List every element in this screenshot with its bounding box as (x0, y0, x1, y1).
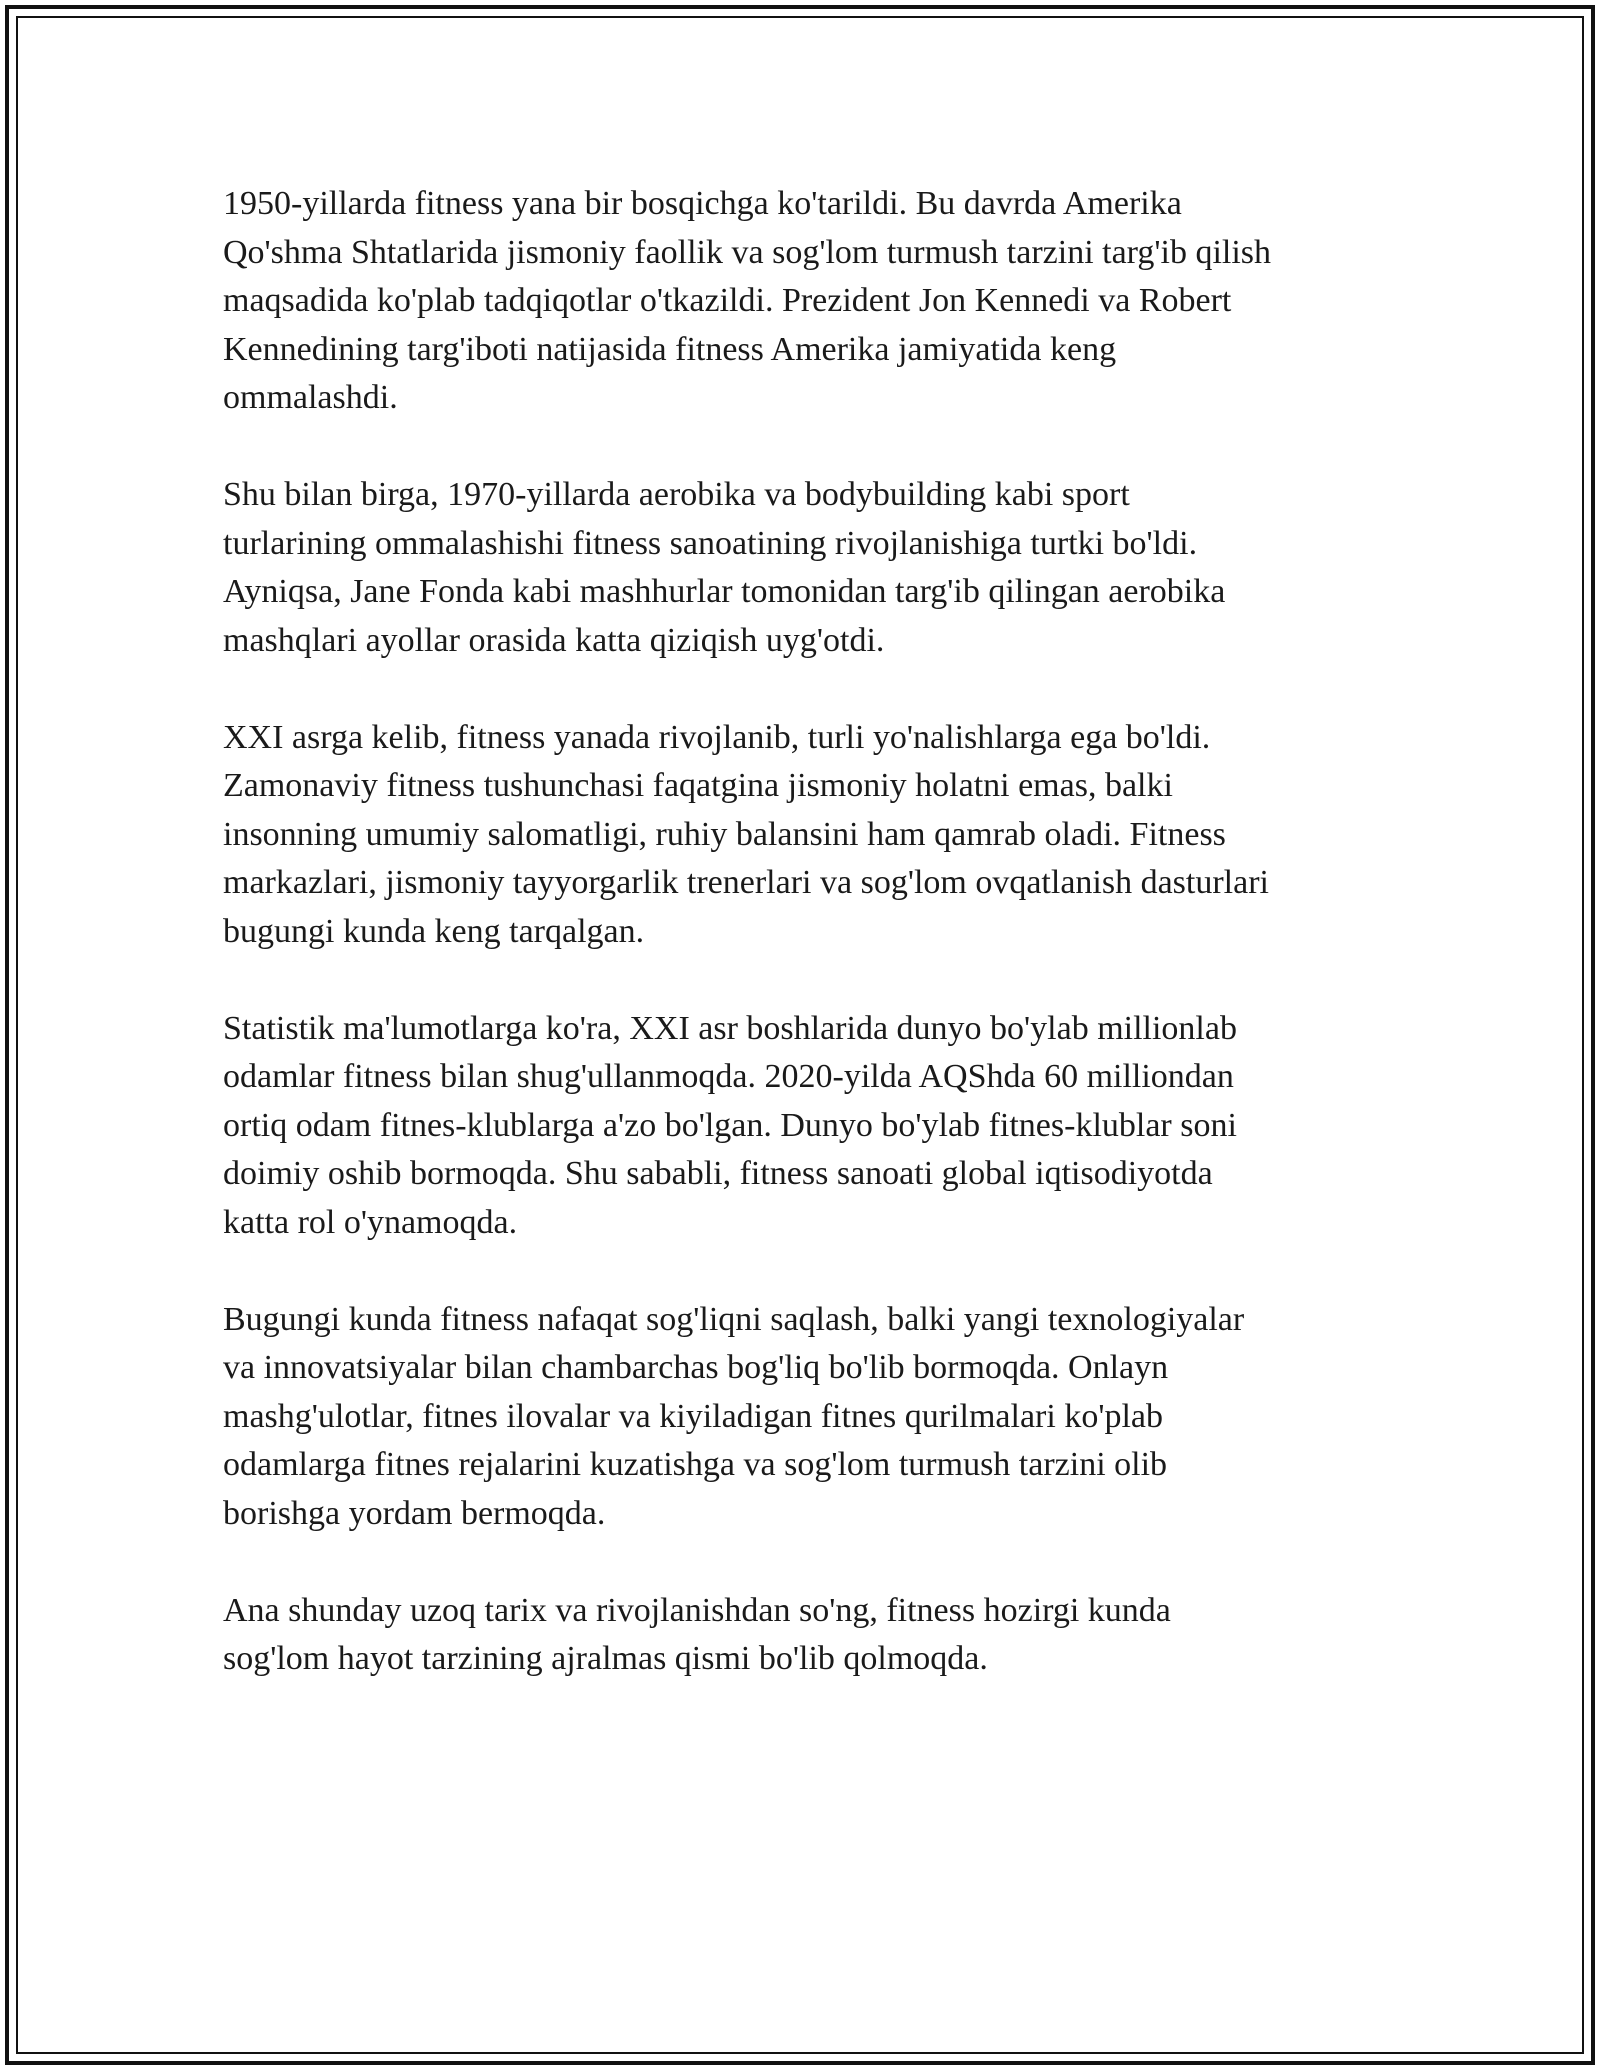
paragraph-5: Bugungi kunda fitness nafaqat sog'liqni saqlash, balki yangi texnologiyalar va innovatsiyalar bilan chambarchas bog'liq bo'lib bormoqda. Onlayn mashg'ulotlar, fitnes ilovalar va kiyiladigan fitnes qurilmalari ko'plab odamlarga fitnes rejalarini kuzatishga va sog'lom turmush tarzini olib borishga yordam bermoqda. (223, 1300, 1245, 1532)
paragraph-3: XXI asrga kelib, fitness yanada rivojlanib, turli yo'nalishlarga ega bo'ldi. Zamonaviy fitness tushunchasi faqatgina jismoniy holatni emas, balki insonning umumiy salomatligi, ruhiy balansini ham qamrab oladi. Fitness markazlari, jismoniy tayyorgarlik trenerlari va sog'lom ovqatlanish dasturlari bugungi kunda keng tarqalgan. (223, 718, 1269, 950)
paragraph-6: Ana shunday uzoq tarix va rivojlanishdan so'ng, fitness hozirgi kunda sog'lom hayot tarzining ajralmas qismi bo'lib qolmoqda. (223, 1591, 1171, 1677)
paragraph-1: 1950-yillarda fitness yana bir bosqichga ko'tarildi. Bu davrda Amerika Qo'shma Shtatlarida jismoniy faollik va sog'lom turmush tarzini targ'ib qilish maqsadida ko'plab tadqiqotlar o'tkazildi. Prezident Jon Kennedi va Robert Kennedining targ'iboti natijasida fitness Amerika jamiyatida keng ommalashdi. (223, 185, 1272, 416)
paragraph-2: Shu bilan birga, 1970-yillarda aerobika va bodybuilding kabi sport turlarining ommalashishi fitness sanoatining rivojlanishiga turtki bo'ldi. Ayniqsa, Jane Fonda kabi mashhurlar tomonidan targ'ib qilingan aerobika mashqlari ayollar orasida katta qiziqish uyg'otdi. (223, 476, 1226, 659)
paragraph-4: Statistik ma'lumotlarga ko'ra, XXI asr boshlarida dunyo bo'ylab millionlab odamlar fitness bilan shug'ullanmoqda. 2020-yilda AQShda 60 milliondan ortiq odam fitnes-klublarga a'zo bo'lgan. Dunyo bo'ylab fitnes-klublar soni doimiy oshib bormoqda. Shu sababli, fitness sanoati global iqtisodiyotda katta rol o'ynamoqda. (223, 1009, 1237, 1241)
document-body (223, 180, 1383, 1732)
